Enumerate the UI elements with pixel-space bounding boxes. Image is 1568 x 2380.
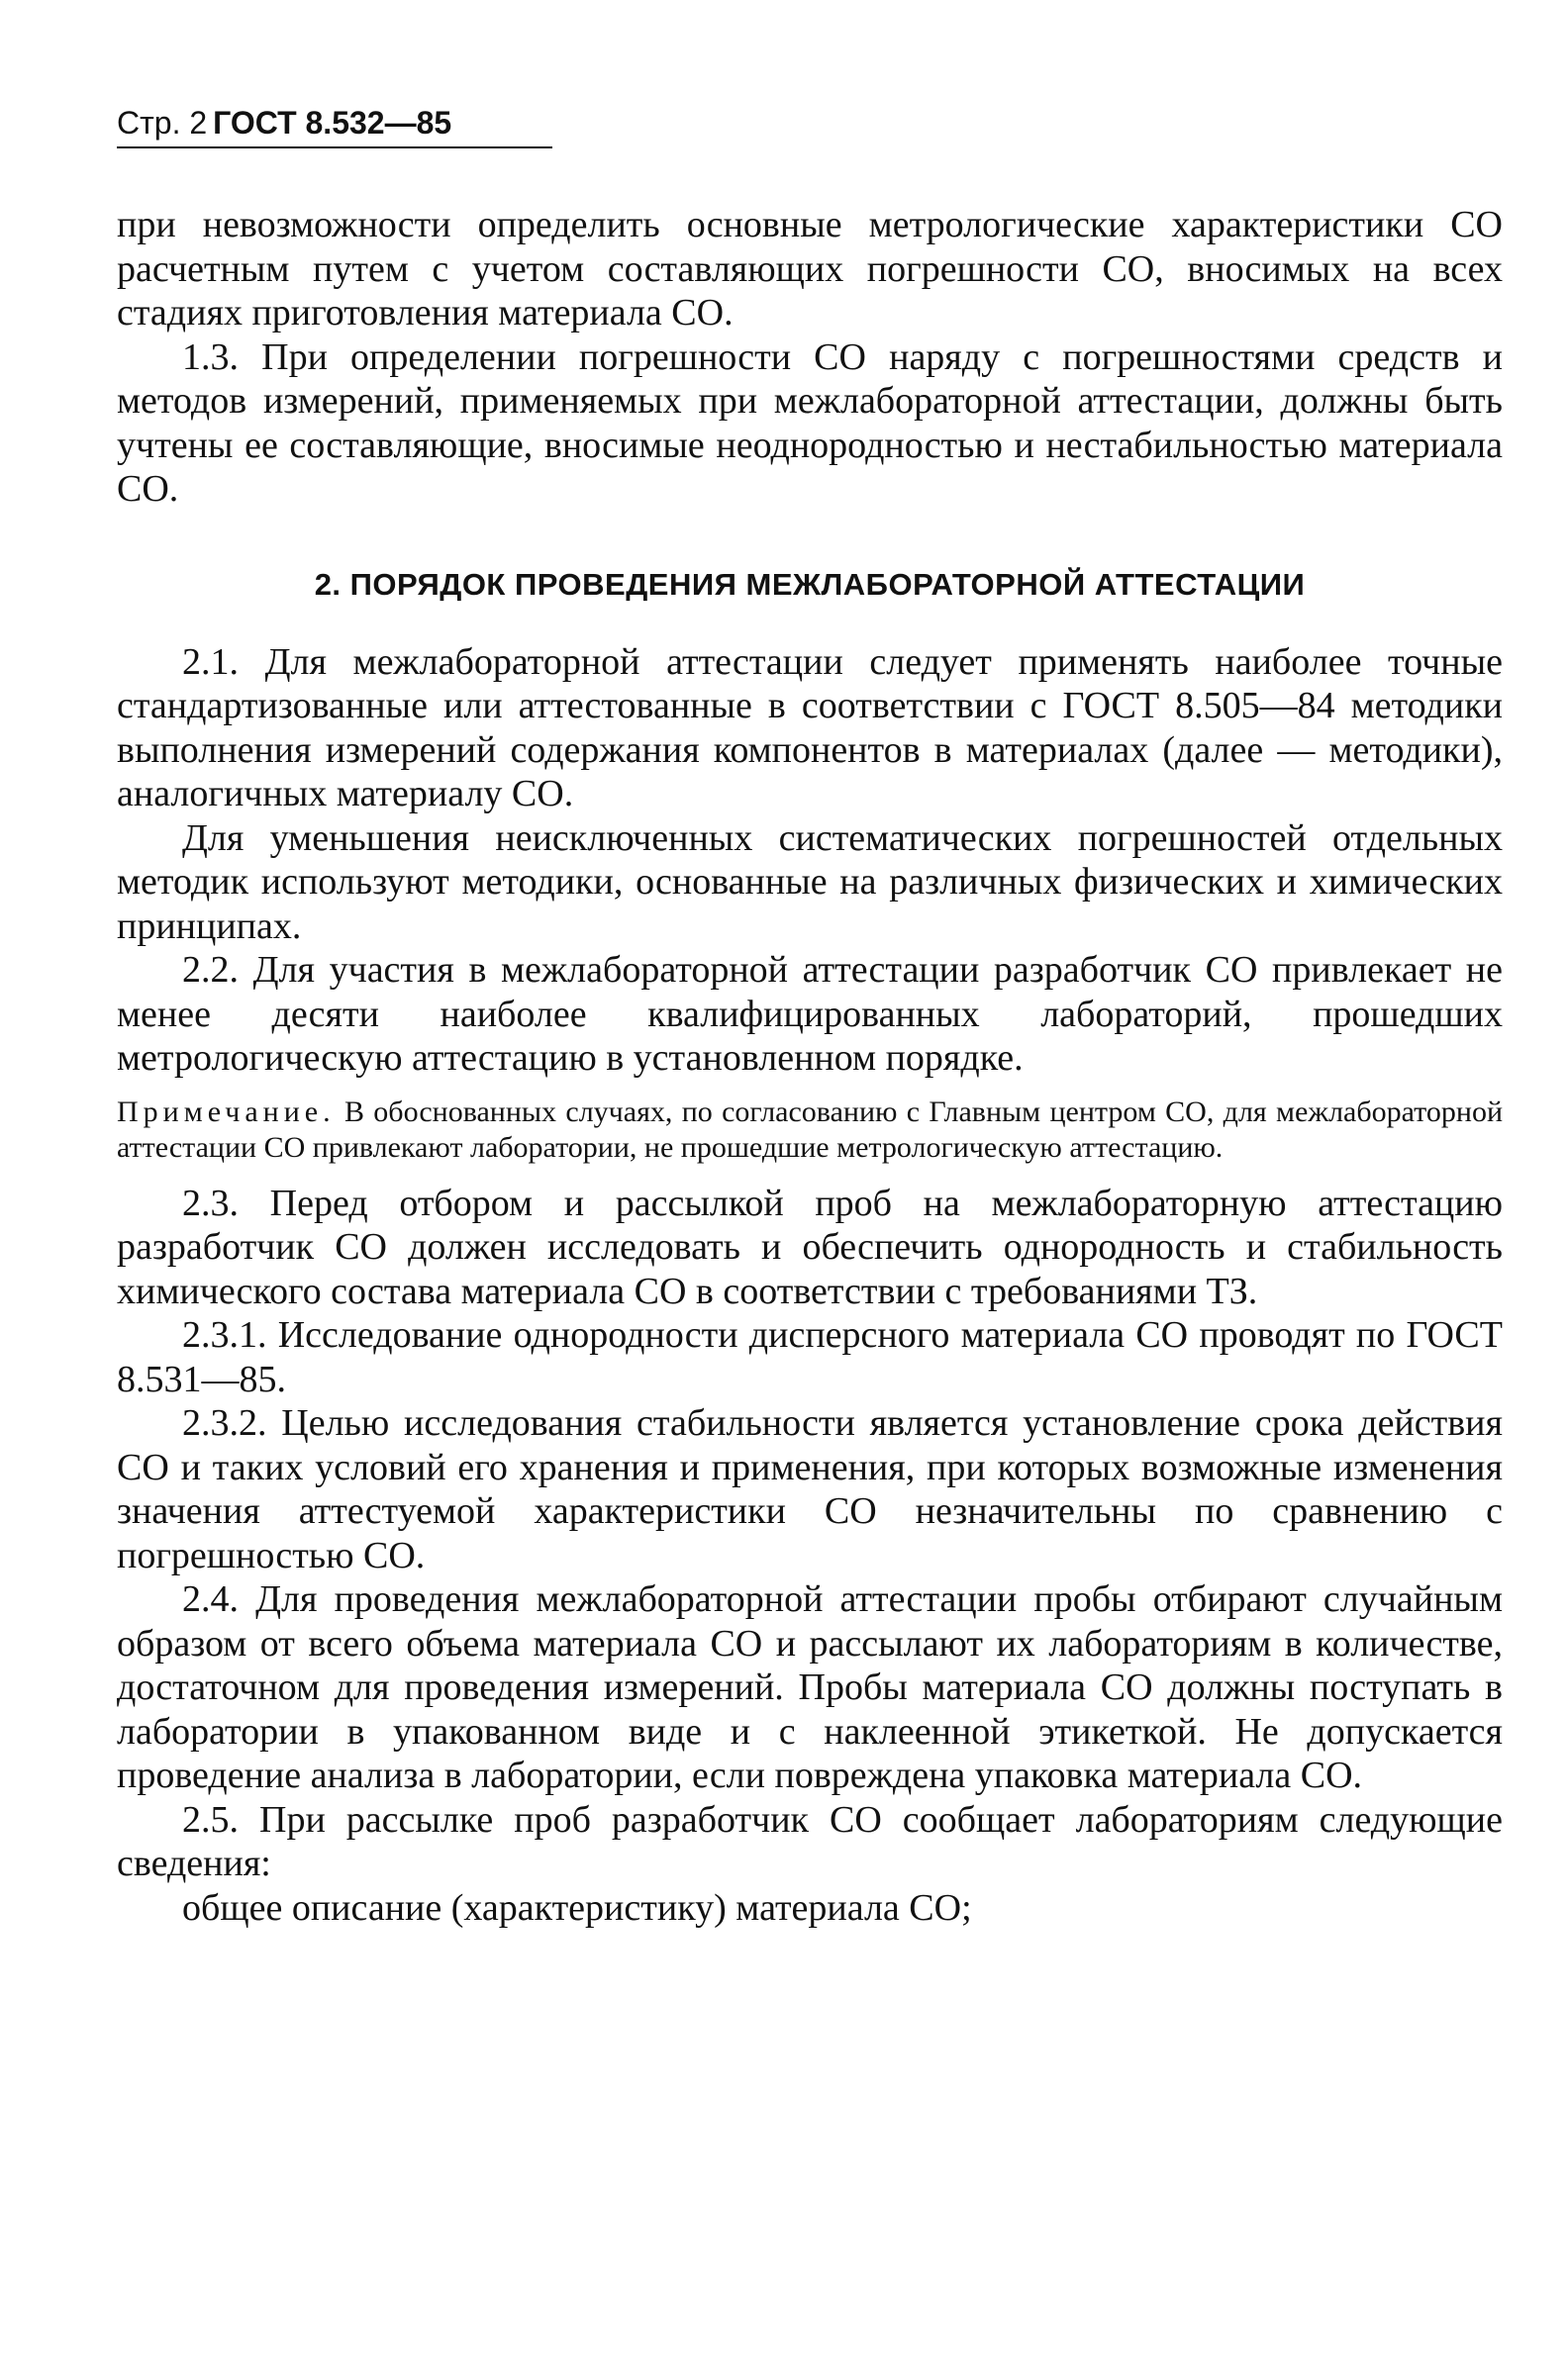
paragraph-2-5-item: общее описание (характеристику) материала СО; (182, 1886, 972, 1929)
paragraph-2-2: 2.2. Для участия в межлабораторной аттестации разработчик СО привлекает не менее десяти наиболее квалифицированных лабораторий, прошедших метрологическую аттестацию в установленном порядке. (117, 949, 1503, 1079)
paragraph-intro: при невозможности определить основные метрологические характеристики СО расчетным путем с учетом составляющих погрешности СО, вносимых на всех стадиях приготовления материала СО. (117, 204, 1503, 333)
paragraph-1-3: 1.3. При определении погрешности СО наряду с погрешностями средств и методов измерений, применяемых при межлабораторной аттестации, должны быть учтены ее составляющие, вносимые неоднородностью и нестабильностью материала СО. (117, 335, 1503, 510)
note-text: В обоснованных случаях, по согласованию с Главным центром СО, для межлабораторной аттестации СО привлекают лаборатории, не прошедшие метрологическую аттестацию. (117, 1095, 1503, 1164)
note (117, 1095, 1503, 1166)
paragraph-2-1-b: Для уменьшения неисключенных систематических погрешностей отдельных методик используют методики, основанные на различных физических и химических принципах. (117, 816, 1503, 947)
paragraph-2-3-2: 2.3.2. Целью исследования стабильности является установление срока действия СО и таких условий его хранения и применения, при которых возможные изменения значения аттестуемой характеристики СО незначительны по сравнению с погрешностью СО. (117, 1402, 1503, 1576)
note-label: Примечание. (117, 1095, 336, 1128)
page-number: Стр. 2 (117, 105, 208, 141)
paragraph-2-3-1: 2.3.1. Исследование однородности дисперсного материала СО проводят по ГОСТ 8.531—85. (117, 1314, 1503, 1400)
paragraph-2-4: 2.4. Для проведения межлабораторной аттестации пробы отбирают случайным образом от всего объема материала СО и рассылают их лабораториям в количестве, достаточном для проведения измерений. Пробы материала СО должны поступать в лаборатории в упакованном виде и с наклеенной этикеткой. Не допускается проведение анализа в лаборатории, если повреждена упаковка материала СО. (117, 1578, 1503, 1796)
page-header (117, 103, 552, 148)
document-body (117, 203, 1503, 1930)
paragraph-2-5: 2.5. При рассылке проб разработчик СО сообщает лабораториям следующие сведения: (117, 1798, 1503, 1884)
standard-number: ГОСТ 8.532—85 (213, 105, 452, 141)
paragraph-2-1: 2.1. Для межлабораторной аттестации следует применять наиболее точные стандартизованные или аттестованные в соответствии с ГОСТ 8.505—84 методики выполнения измерений содержания компонентов в материалах (далее — методики), аналогичных материалу СО. (117, 640, 1503, 814)
section-heading: 2. ПОРЯДОК ПРОВЕДЕНИЯ МЕЖЛАБОРАТОРНОЙ АТТЕСТАЦИИ (314, 566, 1306, 602)
paragraph-2-3: 2.3. Перед отбором и рассылкой проб на межлабораторную аттестацию разработчик СО должен исследовать и обеспечить однородность и стабильность химического состава материала СО в соответствии с требованиями ТЗ. (117, 1182, 1503, 1312)
